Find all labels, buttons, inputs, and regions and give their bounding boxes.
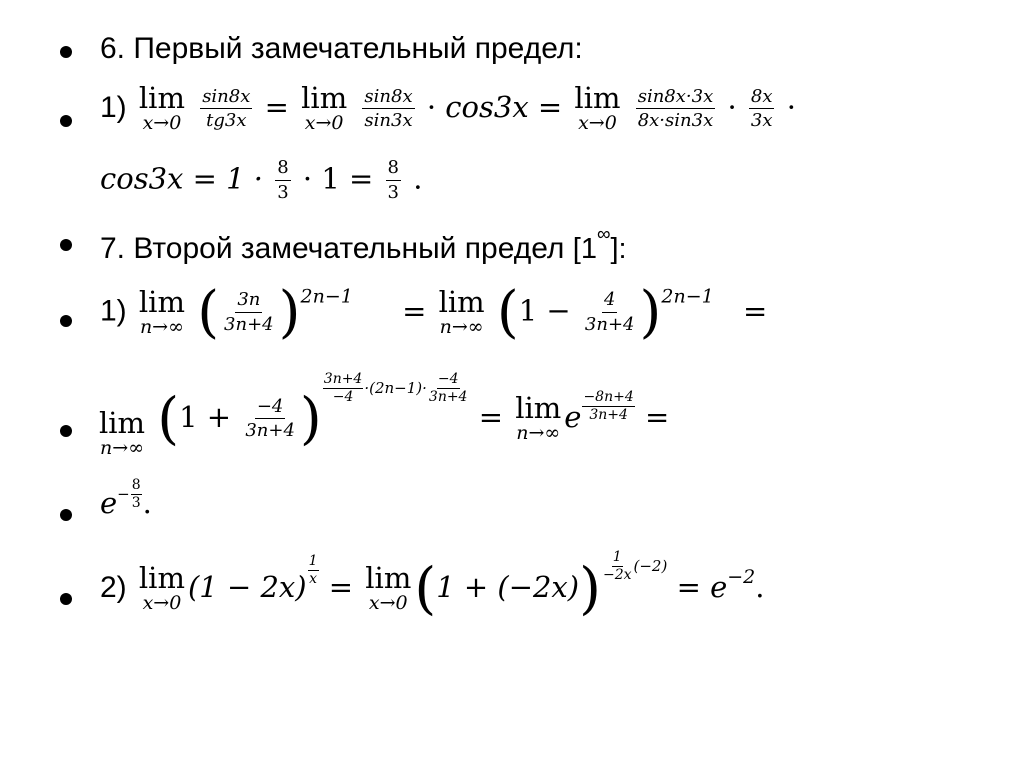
formula-result-e (100, 478, 152, 520)
limit-operator: lim x→0 (301, 81, 348, 134)
equals-sign: = (478, 399, 503, 434)
bullet-5 (60, 425, 72, 437)
limit-operator: lim x→0 (138, 81, 185, 134)
heading-second-limit (100, 224, 627, 266)
limit-operator: lim x→0 (138, 560, 185, 614)
exponent-2n-1: 2n−1 (300, 285, 353, 308)
e-exponent: −8n+4 3n+4 (583, 389, 634, 424)
limit-operator: lim n→∞ (138, 284, 185, 338)
cos-term: cos3x (445, 89, 529, 124)
heading-second-limit-text: 7. Второй замечательный предел (100, 232, 573, 265)
example-prefix: 2) (100, 570, 127, 604)
result-e: = e (676, 569, 728, 604)
equals-tail: = (742, 293, 768, 328)
result-exponent: −2 (727, 565, 756, 588)
exponent-compound: 1 −2x (−2) (602, 549, 668, 584)
fraction-sin8x-tg3x: $\frac{\sin 8x}{tg3x}$ (202, 85, 251, 132)
exponent-2n-1: 2n−1 (661, 285, 714, 308)
equals-sign: = (402, 293, 427, 328)
period: . (142, 485, 152, 520)
bullet-1 (60, 46, 72, 58)
base-1-plus-neg2x: 1 + (−2x) (436, 569, 580, 604)
base-1-minus-2x: (1 − 2x) (187, 569, 307, 604)
times-one: · 1 = (302, 161, 374, 196)
dot-operator: · (786, 89, 796, 124)
equals-tail: = (644, 399, 670, 434)
equals-sign: = (328, 569, 354, 604)
indeterminate-form: [1∞]: (572, 224, 627, 265)
limit-operator: lim x→0 (365, 560, 412, 614)
fraction-8x-3x: $\frac{8x}{3x}$ (750, 85, 773, 132)
example-prefix: 1) (100, 90, 127, 124)
formula-second-limit-example: 1) lim n→∞ ( $\frac{3n}{3n+4}$ )$^{2n-1}$ = lim n→∞ (1 − $\frac{4}{3n+4}$ )$^{2n-1}$ = (100, 280, 768, 345)
e-exponent: − 8 3 (117, 477, 141, 512)
limit-operator: lim n→∞ (438, 284, 485, 338)
compound-exponent: 3n+4 −4 ·(2n−1)· −4 3n+4 (323, 371, 468, 406)
formula-second-limit-transform: lim n→∞ (1 + $\frac{-4}{3n+4}$ ) $^{\frac{3n+4}{-4} \cdot(2n-1)\cdot \frac{-4}{3n+4}}$ = lim n→∞ e $^{\frac{-8n+4}{3n+4}}$ = (99, 371, 670, 459)
formula-first-limit-result (100, 158, 422, 203)
cos-product: cos3x = 1 · (100, 161, 264, 196)
e-base: e (100, 485, 118, 520)
one-plus: 1 + (179, 399, 232, 434)
dot-operator: · (426, 89, 437, 124)
fraction-4-3n4: $\frac{4}{3n+4}$ (584, 289, 635, 335)
limit-operator: lim n→∞ (515, 390, 562, 444)
fraction-3n-3n4: $\frac{3n}{3n+4}$ (224, 289, 274, 335)
bullet-6 (60, 509, 72, 521)
limit-operator: lim x→0 (574, 81, 621, 134)
heading-first-limit-text: 6. Первый замечательный предел: (100, 32, 583, 65)
formula-second-limit-example-2: 2) lim x→0 (1 − 2x) $^{\frac{1}{x}}$ = lim x→0 (1 + (−2x)) $^{\frac{1}{-2x} (-2)} = e^{-2}$. (100, 549, 765, 622)
equals-sign: = (537, 89, 563, 124)
e-base: e (564, 399, 582, 434)
heading-first-limit (100, 32, 583, 66)
fraction-sin8x-sin3x: $\frac{\sin 8x}{\sin 3x}$ (364, 85, 413, 132)
bullet-2 (60, 115, 72, 127)
exponent-1-over-x: 1 x (308, 553, 318, 588)
fraction-8-3-result: $\frac{8}{3}$ (387, 157, 399, 203)
bullet-4 (60, 315, 72, 327)
fraction-8-3: $\frac{8}{3}$ (277, 157, 289, 203)
bullet-7 (60, 593, 72, 605)
one-minus: 1 − (518, 293, 571, 328)
bullet-3 (60, 239, 72, 251)
equals-sign: = (264, 89, 289, 124)
period: . (413, 161, 423, 196)
fraction-neg4-3n4: $\frac{-4}{3n+4}$ (245, 395, 295, 442)
limit-operator: lim n→∞ (99, 405, 146, 459)
formula-first-limit-example (100, 81, 796, 134)
dot-operator: · (727, 89, 737, 124)
fraction-expanded: $\frac{\sin 8x\cdot 3x}{8x\cdot\sin 3x}$ (637, 85, 714, 132)
period: . (755, 569, 765, 604)
example-prefix: 1) (100, 294, 127, 328)
